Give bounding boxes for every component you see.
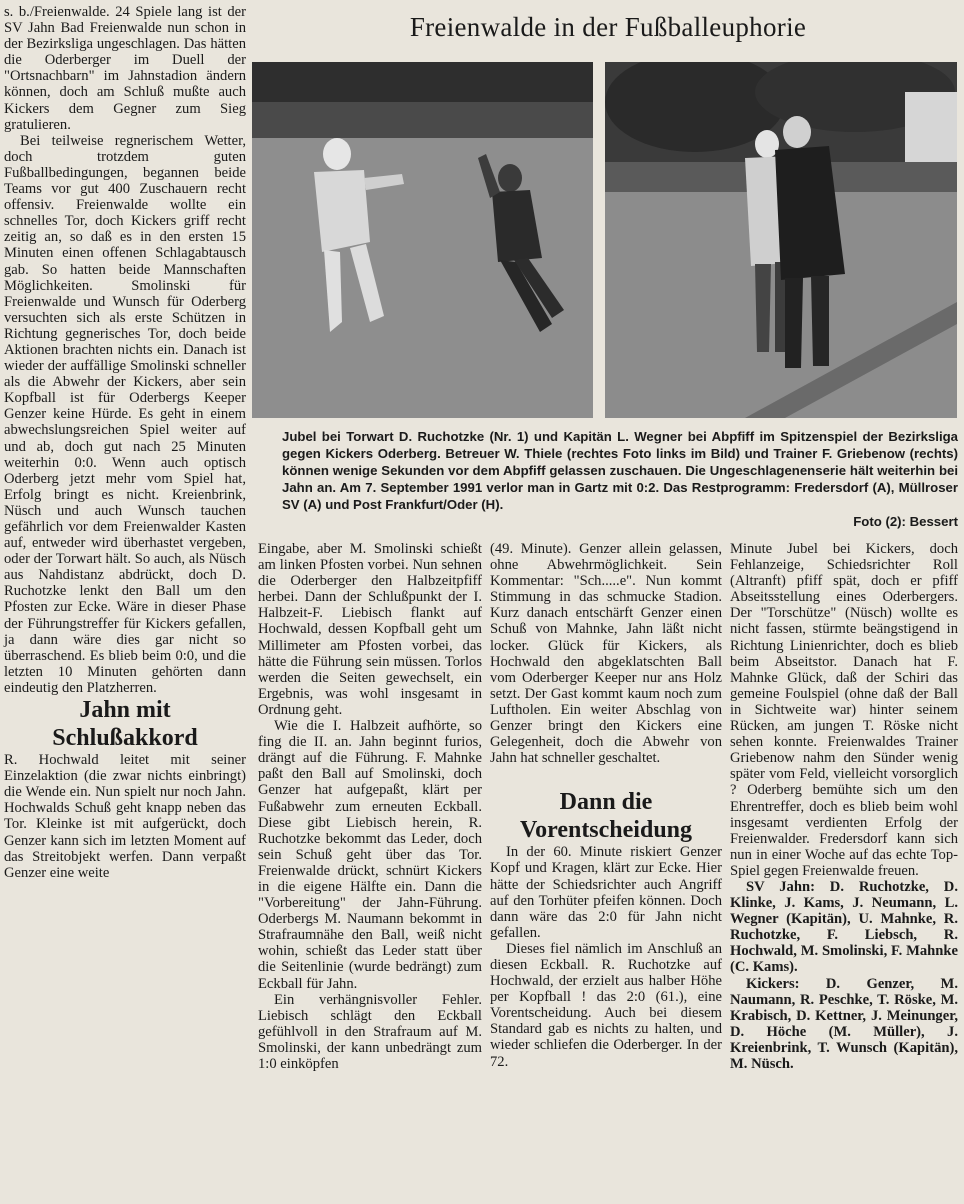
article-paragraph: R. Hochwald leitet mit seiner Einzelaktion (die zwar nichts einbringt) die Wende ein. Nun spielt nur noch Jahn. Hochwalds Schuß geht knapp neben das Tor. Kleinke ist mit aufgerückt, doch Genzer kann sich im letzten Moment auf das Streitobjekt werfen. Dann verpaßt Genzer eine weite	[4, 752, 246, 881]
article-paragraph: Eingabe, aber M. Smolinski schießt am linken Pfosten vorbei. Nun sehnen die Oderberger den Halbzeitpfiff herbei. Dann der Schlußpunkt der I. Halbzeit-F. Liebisch flankt auf Hochwald, dessen Kopfball geht um Millimeter am Pfosten vorbei, das hätte die Führung sein müssen. Torlos werden die Seiten gewechselt, ein Ergebnis, was wohl insgesamt in Ordnung geht.	[258, 541, 482, 718]
photo-goalkeeper-celebration	[252, 62, 593, 418]
photo-caption-text: Jubel bei Torwart D. Ruchotzke (Nr. 1) und Kapitän L. Wegner bei Abpfiff im Spitzenspiel der Bezirksliga gegen Kickers Oderberg. Betreuer W. Thiele (rechtes Foto links im Bild) und Trainer F. Griebenow (rechts) können wenige Sekunden vor dem Abpfiff gelassen zuschauen. Die Ungeschlagenenserie hält weiterhin bei Jahn an. Am 7. September 1991 verlor man in Gartz mit 0:2. Das Restprogramm: Fredersdorf (A), Müllroser SV (A) und Post Frankfurt/Oder (H).	[282, 429, 958, 512]
photo-credit: Foto (2): Bessert	[853, 514, 958, 529]
article-paragraph: Wie die I. Halbzeit aufhörte, so fing die II. an. Jahn beginnt furios, drängt auf die Führung. F. Mahnke paßt den Ball auf Smolinski, doch Genzer hat aufgepaßt, klärt per Fußabwehr zum erneuten Eckball. Diese gibt Liebisch herein, R. Ruchotzke bekommt das Leder, doch sein Schuß geht über das Tor. Freienwalde drückt, schnürt Kickers in die eigene Hälfte ein. Dann die "Vorbereitung" der Jahn-Führung. Oderbergs M. Naumann bekommt in Strafraumnähe den Ball, weiß nicht wohin, schießt das Leder statt über die Seitenlinie (wurde bedrängt) zum Eckball für Jahn.	[258, 718, 482, 992]
article-paragraph: Minute Jubel bei Kickers, doch Fehlanzeige, Schiedsrichter Roll (Altranft) pfiff spät, doch er pfiff Abseitsstellung eines Oderbergers. Der "Torschütze" (Nüsch) wollte es nicht fassen, stürmte beängstigend in Richtung Linienrichter, doch es blieb beim Abseitstor. Danach hat F. Mahnke Glück, daß der Schiri das gemeine Foulspiel (ohne daß der Ball in Sichtweite war) hinter seinem Rücken, am jungen T. Röske nicht sehen konnte. Freienwaldes Trainer Griebenow nahm den Sünder wenig später vom Feld, vielleicht vorsorglich ? Oderberg bemühte sich um den Ehrentreffer, doch es blieb beim wohl insgesamt verdienten Erfolg der Freienwalder. Fredersdorf kann sich nun in einer Woche auf das echte Top-Spiel gegen Freienwalde freuen.	[730, 541, 958, 879]
subheading-jahn-mit-schlussakkord: Jahn mit Schlußakkord	[52, 697, 198, 752]
lineup-sv-jahn: SV Jahn: D. Ruchotzke, D. Klinke, J. Kams, J. Neumann, L. Wegner (Kapitän), U. Mahnke, R. Ruchotzke, F. Liebsch, R. Hochwald, M. Smolinski, F. Mahnke (C. Kams).	[730, 878, 958, 976]
article-column-4	[730, 541, 958, 1072]
article-column-3	[490, 541, 722, 1070]
article-paragraph: In der 60. Minute riskiert Genzer Kopf und Kragen, klärt zur Ecke. Hier hätte der Schiedsrichter auch Angriff auf den Torhüter pfeifen können. Doch dann wäre das 2:0 für Jahn nicht gefallen.	[490, 844, 722, 941]
subheading-dann-die-vorentscheidung: Dann die Vorentscheidung	[519, 789, 693, 844]
lineup-kickers: Kickers: D. Genzer, M. Naumann, R. Peschke, T. Röske, M. Krabisch, D. Kettner, J. Meinunger, D. Höche (M. Müller), J. Kreienbrink, T. Wunsch (Kapitän), M. Nüsch.	[730, 975, 958, 1072]
article-lead-paragraph: s. b./Freienwalde. 24 Spiele lang ist der SV Jahn Bad Freienwalde nun schon in der Bezirksliga ungeschlagen. Das hätten die Oderberger im Duell der "Ortsnachbarn" im Jahnstadion ändern können, doch am Schluß mußte auch Kickers dem Gegner zum Sieg gratulieren.	[4, 4, 246, 133]
article-paragraph: Ein verhängnisvoller Fehler. Liebisch schlägt den Eckball gefühlvoll in den Strafraum auf M. Smolinski, der kann unbedrängt zum 1:0 einköpfen	[258, 991, 482, 1072]
article-headline: Freienwalde in der Fußballeuphorie	[409, 12, 807, 42]
photo-caption	[282, 428, 958, 530]
article-paragraph: (49. Minute). Genzer allein gelassen, ohne Abwehrmöglichkeit. Sein Kommentar: "Sch.....e". Nun kommt Stimmung in das schmucke Stadion. Kurz danach entschärft Genzer einen Schuß von Mahnke, Jahn läßt nicht locker. Glück für Kickers, als Hochwald den abgeklatschten Ball vom Oderberger Keeper nur ans Holz setzt. Der Gast kommt kaum noch zum Luftholen. Ein weiter Abschlag von Genzer bringt den Kickers eine Gelegenheit, doch die Abwehr von Jahn hat schneller geschaltet.	[490, 541, 722, 767]
article-column-1	[4, 4, 246, 881]
photo-coaches-watching	[605, 62, 957, 418]
article-column-2	[258, 541, 482, 1072]
article-paragraph: Bei teilweise regnerischem Wetter, doch trotzdem guten Fußballbedingungen, begannen beide Teams vor gut 400 Zuschauern recht offensiv. Freienwalde wollte ein schnelles Tor, doch Kickers griff recht zeitig an, so daß es in den ersten 15 Minuten einen offenen Schlagabtausch gab. So hatten beide Mannschaften Möglichkeiten. Smolinski für Freienwalde und Wunsch für Oderberg versuchten sich als erste Schützen in Richtung gegnerisches Tor, doch beide Aktionen brachten nichts ein. Danach ist wieder der auffällige Smolinski schneller als die Abwehr der Kickers, aber sein Kopfball ist für Oderbergs Keeper Genzer keine Hürde. Es geht in einem abwechslungsreichen Spiel weiter auf und ab, doch gut nach 25 Minuten weiterhin 0:0. Wenn auch optisch Oderberg jetzt mehr vom Spiel hat, Erfolg bringt es nicht. Kreienbrink, Nüsch und auch Wunsch tauchen gefährlich vor dem Freienwalder Kasten auf, entweder wird überhastet vergeben, oder der Torwart hält. So auch, als Nüsch aus Nahdistanz abdrückt, doch D. Ruchotzke lenkt den Ball um den Pfosten zur Ecke. Wäre in dieser Phase der Führungstreffer für Kickers gefallen, ja dann wäre dies gar nicht so überraschend. Es blieb beim 0:0, und die letzten 10 Minuten gehörten dann eindeutig den Platzherren.	[4, 132, 246, 696]
article-paragraph: Dieses fiel nämlich im Anschluß an diesen Eckball. R. Ruchotzke auf Hochwald, der erzielt aus halber Höhe per Kopfball ! das 2:0 (61.), eine Vorentscheidung. Auch bei diesem Standard gab es nichts zu halten, und wieder schliefen die Oderberger. In der 72.	[490, 940, 722, 1070]
